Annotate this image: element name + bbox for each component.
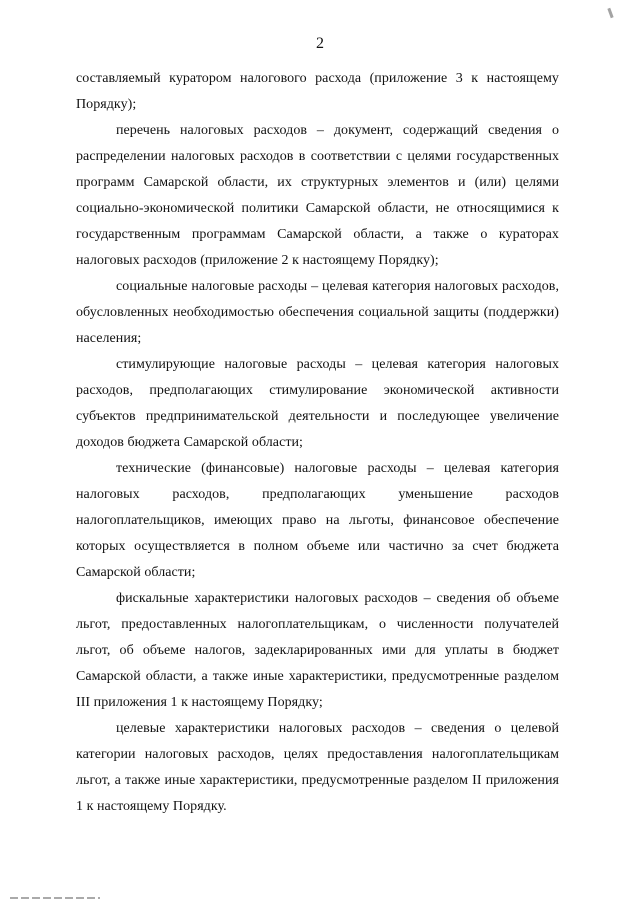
paragraph-tax-expenditure-list: перечень налоговых расходов – документ, содержащий сведения о распределении налоговых расходов в соответствии с целями государственных программ Самарской области, их структурных элементов и (или) целями социально-экономической политики Самарской области, не относящимися к государственным программам Самарской области, а также о кураторах налоговых расходов (приложение 2 к настоящему Порядку); bbox=[76, 123, 559, 268]
scan-artifact-line bbox=[10, 897, 100, 899]
paragraph-stimulating-tax-expenditures: стимулирующие налоговые расходы – целевая категория налоговых расходов, предполагающих стимулирование экономической активности субъектов предпринимательской деятельности и последующее увеличение доходов бюджета Самарской области; bbox=[76, 357, 559, 450]
paragraph-continuation: составляемый куратором налогового расхода (приложение 3 к настоящему Порядку); bbox=[76, 71, 559, 112]
page-number: 2 bbox=[316, 35, 324, 52]
scan-artifact-mark bbox=[607, 8, 613, 18]
paragraph-target-characteristics: целевые характеристики налоговых расходов – сведения о целевой категории налоговых расходов, целях предоставления налогоплательщикам льгот, а также иные характеристики, предусмотренные разделом II приложения 1 к настоящему Порядку. bbox=[76, 721, 559, 814]
document-body bbox=[76, 66, 559, 820]
paragraph-technical-tax-expenditures: технические (финансовые) налоговые расходы – целевая категория налоговых расходов, предполагающих уменьшение расходов налогоплательщиков, имеющих право на льготы, финансовое обеспечение которых осуществляется в полном объеме или частично за счет бюджета Самарской области; bbox=[76, 461, 559, 580]
paragraph-fiscal-characteristics: фискальные характеристики налоговых расходов – сведения об объеме льгот, предоставленных налогоплательщикам, о численности получателей льгот, об объеме налогов, задекларированных ими для уплаты в бюджет Самарской области, а также иные характеристики, предусмотренные разделом III приложения 1 к настоящему Порядку; bbox=[76, 591, 559, 710]
paragraph-social-tax-expenditures: социальные налоговые расходы – целевая категория налоговых расходов, обусловленных необходимостью обеспечения социальной защиты (поддержки) населения; bbox=[76, 279, 559, 346]
